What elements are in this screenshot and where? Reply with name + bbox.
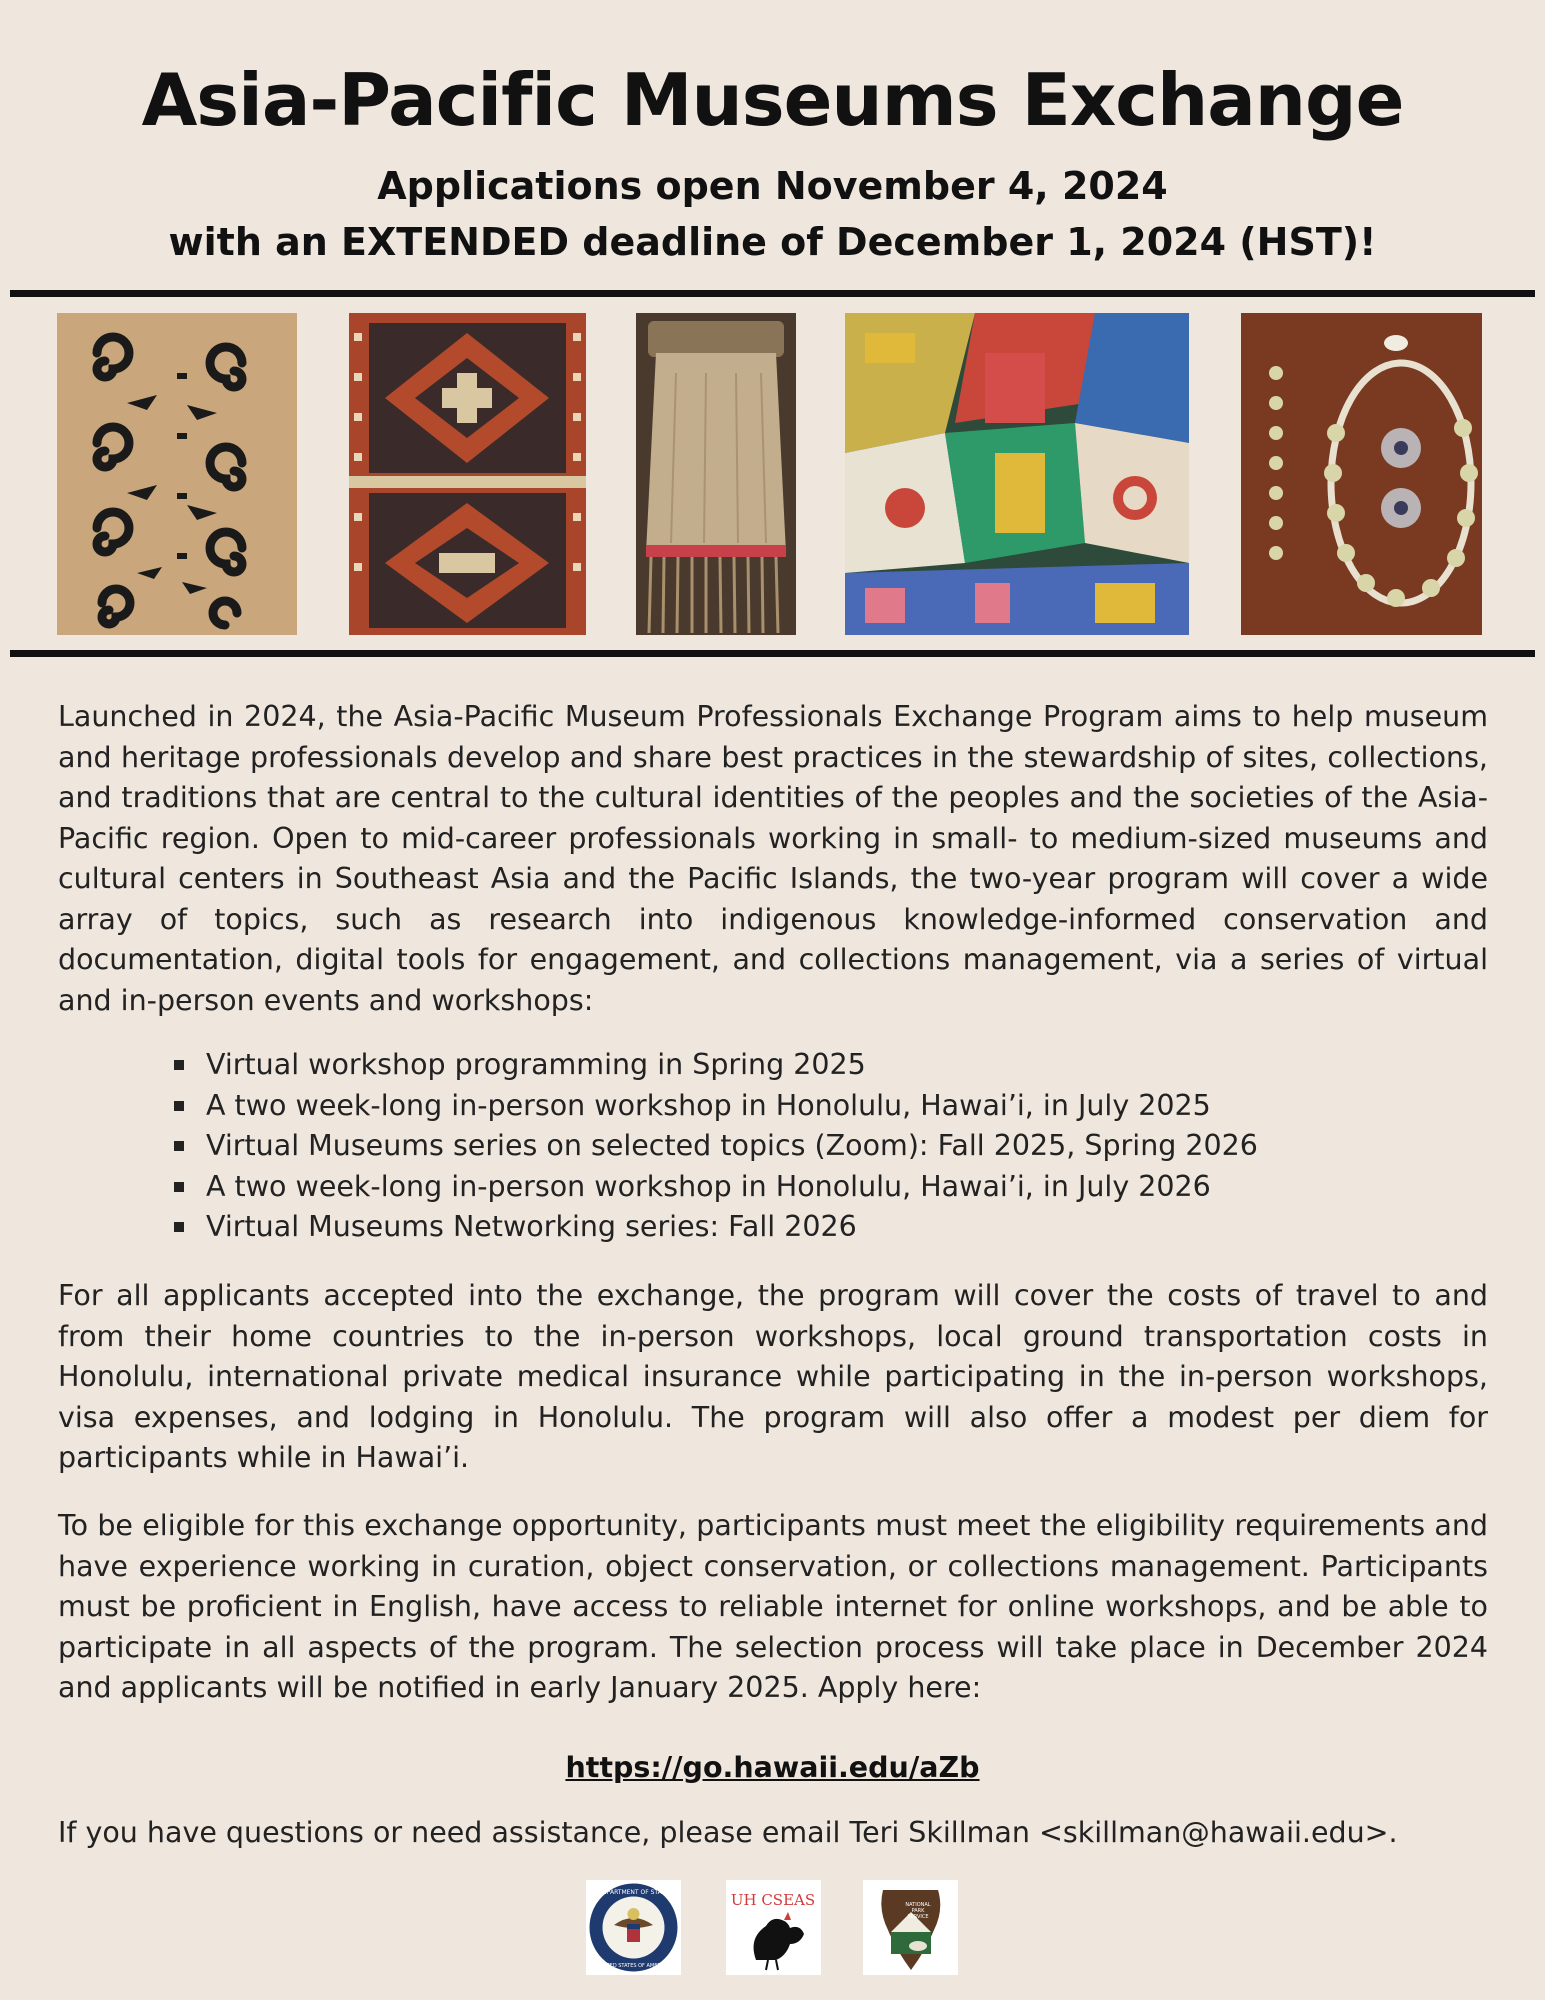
events-list <box>150 1045 1258 1248</box>
contact-line: If you have questions or need assistance, please email Teri Skillman <skillman@hawaii.edu>. <box>58 1816 1398 1849</box>
eligibility-paragraph: To be eligible for this exchange opportunity, participants must meet the eligibility requirements and have experience working in curation, object conservation, or collections management. Participants must be proficient in English, have access to reliable internet for online workshops, and be able to participate in all aspects of the program. The selection process will take place in December 2024 and applicants will be notified in early January 2025. Apply here: <box>58 1509 1488 1704</box>
costs-paragraph: For all applicants accepted into the exchange, the program will cover the costs of travel to and from their home countries to the in-person workshops, local ground transportation costs in Honolulu, international private medical insurance while participating in the in-person workshops, visa expenses, and lodging in Honolulu. The program will also offer a modest per diem for participants while in Hawai’i. <box>58 1279 1488 1474</box>
shell-necklace-image <box>1241 313 1482 635</box>
bottom-divider <box>10 650 1535 657</box>
bullet-square-icon <box>174 1141 184 1151</box>
woven-textile-image <box>349 313 586 635</box>
subtitle-line-1: Applications open November 4, 2024 <box>377 164 1168 208</box>
fiber-skirt-image <box>636 313 796 635</box>
bullet-square-icon <box>174 1222 184 1232</box>
top-divider <box>10 290 1535 297</box>
subtitle-line-2: with an EXTENDED deadline of December 1, 2024 (HST)! <box>168 220 1377 264</box>
uh-cseas-rooster-logo-icon <box>726 1880 821 1975</box>
bullet-square-icon <box>174 1060 184 1070</box>
list-item: Virtual Museums Networking series: Fall 2026 <box>150 1207 1258 1248</box>
page-title: Asia-Pacific Museums Exchange <box>141 58 1404 142</box>
list-item: A two week-long in-person workshop in Honolulu, Hawai’i, in July 2025 <box>150 1086 1258 1127</box>
list-item: Virtual Museums series on selected topics (Zoom): Fall 2025, Spring 2026 <box>150 1126 1258 1167</box>
svg-text:DEPARTMENT OF STATE: DEPARTMENT OF STATE <box>598 1889 669 1896</box>
carved-wooden-paddle-image <box>57 313 297 635</box>
intro-paragraph: Launched in 2024, the Asia-Pacific Museum Professionals Exchange Program aims to help museum and heritage professionals develop and share best practices in the stewardship of sites, collections, and traditions that are central to the cultural identities of the peoples and the societies of the Asia-Pacific region. Open to mid-career professionals working in small- to medium-sized museums and cultural centers in Southeast Asia and the Pacific Islands, the two-year program will cover a wide array of topics, such as research into indigenous knowledge-informed conservation and documentation, digital tools for engagement, and collections management, via a series of virtual and in-person events and workshops: <box>58 700 1488 1017</box>
svg-text:UNITED STATES OF AMERICA: UNITED STATES OF AMERICA <box>597 1963 670 1969</box>
list-item: A two week-long in-person workshop in Honolulu, Hawai’i, in July 2026 <box>150 1167 1258 1208</box>
department-of-state-seal-icon <box>586 1880 681 1975</box>
apply-link[interactable]: https://go.hawaii.edu/aZb <box>565 1751 980 1784</box>
svg-text:PARK: PARK <box>911 1908 925 1914</box>
bullet-square-icon <box>174 1182 184 1192</box>
national-park-service-arrowhead-icon <box>863 1880 958 1975</box>
list-item: Virtual workshop programming in Spring 2025 <box>150 1045 1258 1086</box>
bullet-square-icon <box>174 1101 184 1111</box>
svg-text:SERVICE: SERVICE <box>907 1914 929 1920</box>
svg-text:NATIONAL: NATIONAL <box>905 1902 931 1908</box>
painted-wood-carving-image <box>845 313 1189 635</box>
svg-text:UH CSEAS: UH CSEAS <box>730 1891 816 1909</box>
